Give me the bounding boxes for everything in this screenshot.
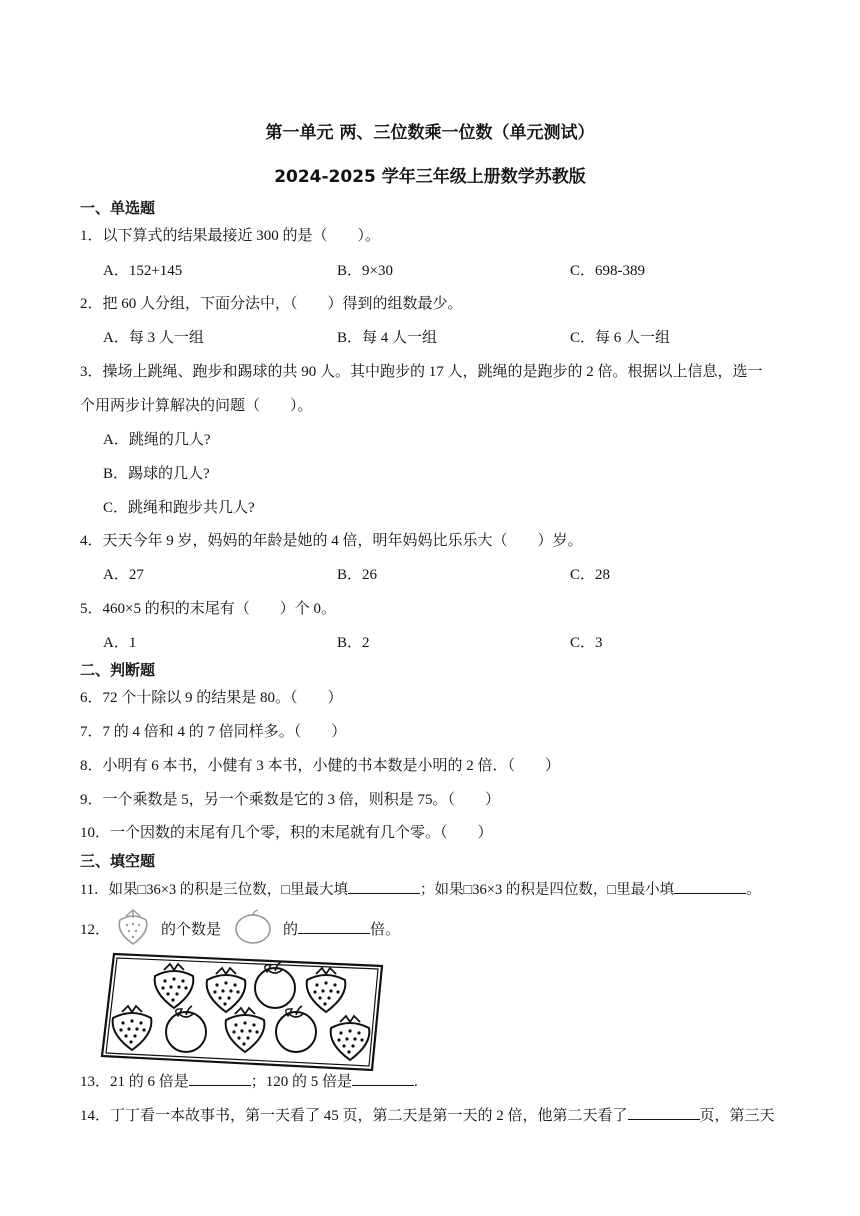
q13-blank-1[interactable] [189,1071,251,1086]
q12-text-1: 的个数是 [161,922,222,938]
fruit-picture [100,948,384,1072]
q1-option-b: B．9×30 [337,263,393,279]
q12-number: 12． [80,922,111,938]
question-10: 10．一个因数的末尾有几个零，积的末尾就有几个零。（ ） [80,825,493,841]
q13-text-1: 13．21 的 6 倍是 [80,1074,189,1090]
question-13 [80,1070,418,1091]
q13-text-2: ；120 的 5 倍是 [250,1074,353,1090]
q5-option-a: A．1 [103,635,137,651]
q11-text-1: 11．如果□36×3 的积是三位数，□里最大填 [80,882,349,898]
q3-option-b: B．踢球的几人? [103,466,210,482]
q2-option-a: A．每 3 人一组 [103,330,204,346]
q4-option-b: B．26 [337,567,378,583]
worksheet-subtitle: 2024-2025 学年三年级上册数学苏教版 [274,167,586,187]
q13-blank-2[interactable] [352,1071,414,1086]
question-3-line-2: 个用两步计算解决的问题（ ）。 [80,398,313,414]
q12-text-2 [283,918,400,939]
section-heading-single-choice: 一、单选题 [80,199,156,217]
q14-blank-1[interactable] [628,1105,700,1120]
q14-text-2: 页，第三天 [699,1108,775,1124]
question-8: 8．小明有 6 本书，小健有 3 本书，小健的书本数是小明的 2 倍．（ ） [80,758,561,774]
question-9: 9．一个乘数是 5，另一个乘数是它的 3 倍，则积是 75。（ ） [80,792,501,808]
question-2: 2．把 60 人分组，下面分法中，（ ）得到的组数最少。 [80,296,463,312]
q12-blank[interactable] [298,919,370,934]
q14-text-1: 14．丁丁看一本故事书，第一天看了 45 页，第二天是第一天的 2 倍，他第二天看了 [80,1108,628,1124]
q1-option-a: A．152+145 [103,263,183,279]
question-6: 6．72 个十除以 9 的结果是 80。（ ） [80,690,343,706]
q1-option-c: C．698-389 [570,263,646,279]
section-heading-fill-blank: 三、填空题 [80,852,156,870]
question-11 [80,878,761,899]
question-1: 1．以下算式的结果最接近 300 的是（ ）。 [80,228,381,244]
question-7: 7．7 的 4 倍和 4 的 7 倍同样多。（ ） [80,724,347,740]
q5-option-b: B．2 [337,635,370,651]
q12-text-3: 倍。 [370,922,401,938]
question-14 [80,1104,775,1125]
q4-option-a: A．27 [103,567,144,583]
q11-text-3: 。 [746,882,761,898]
q2-option-b: B．每 4 人一组 [337,330,438,346]
q2-option-c: C．每 6 人一组 [570,330,671,346]
q12-text-2-label: 的 [283,922,299,938]
question-3-line-1: 3．操场上跳绳、跑步和踢球的共 90 人。其中跑步的 17 人，跳绳的是跑步的 2 倍。根据以上信息，选一 [80,364,763,380]
worksheet-title: 第一单元 两、三位数乘一位数（单元测试） [265,123,595,143]
q5-option-c: C．3 [570,635,603,651]
q3-option-a: A．跳绳的几人? [103,432,211,448]
question-4: 4．天天今年 9 岁，妈妈的年龄是她的 4 倍，明年妈妈比乐乐大（ ）岁。 [80,533,583,549]
q11-blank-1[interactable] [348,879,420,894]
q3-option-c: C．跳绳和跑步共几人? [103,500,255,516]
apple-icon [232,907,274,945]
q11-blank-2[interactable] [674,879,746,894]
section-heading-true-false: 二、判断题 [80,661,156,679]
question-5: 5．460×5 的积的末尾有（ ）个 0。 [80,601,336,617]
q11-text-2: ；如果□36×3 的积是四位数，□里最小填 [420,882,675,898]
q13-text-3: . [414,1074,418,1090]
q4-option-c: C．28 [570,567,611,583]
strawberry-icon [112,906,154,946]
